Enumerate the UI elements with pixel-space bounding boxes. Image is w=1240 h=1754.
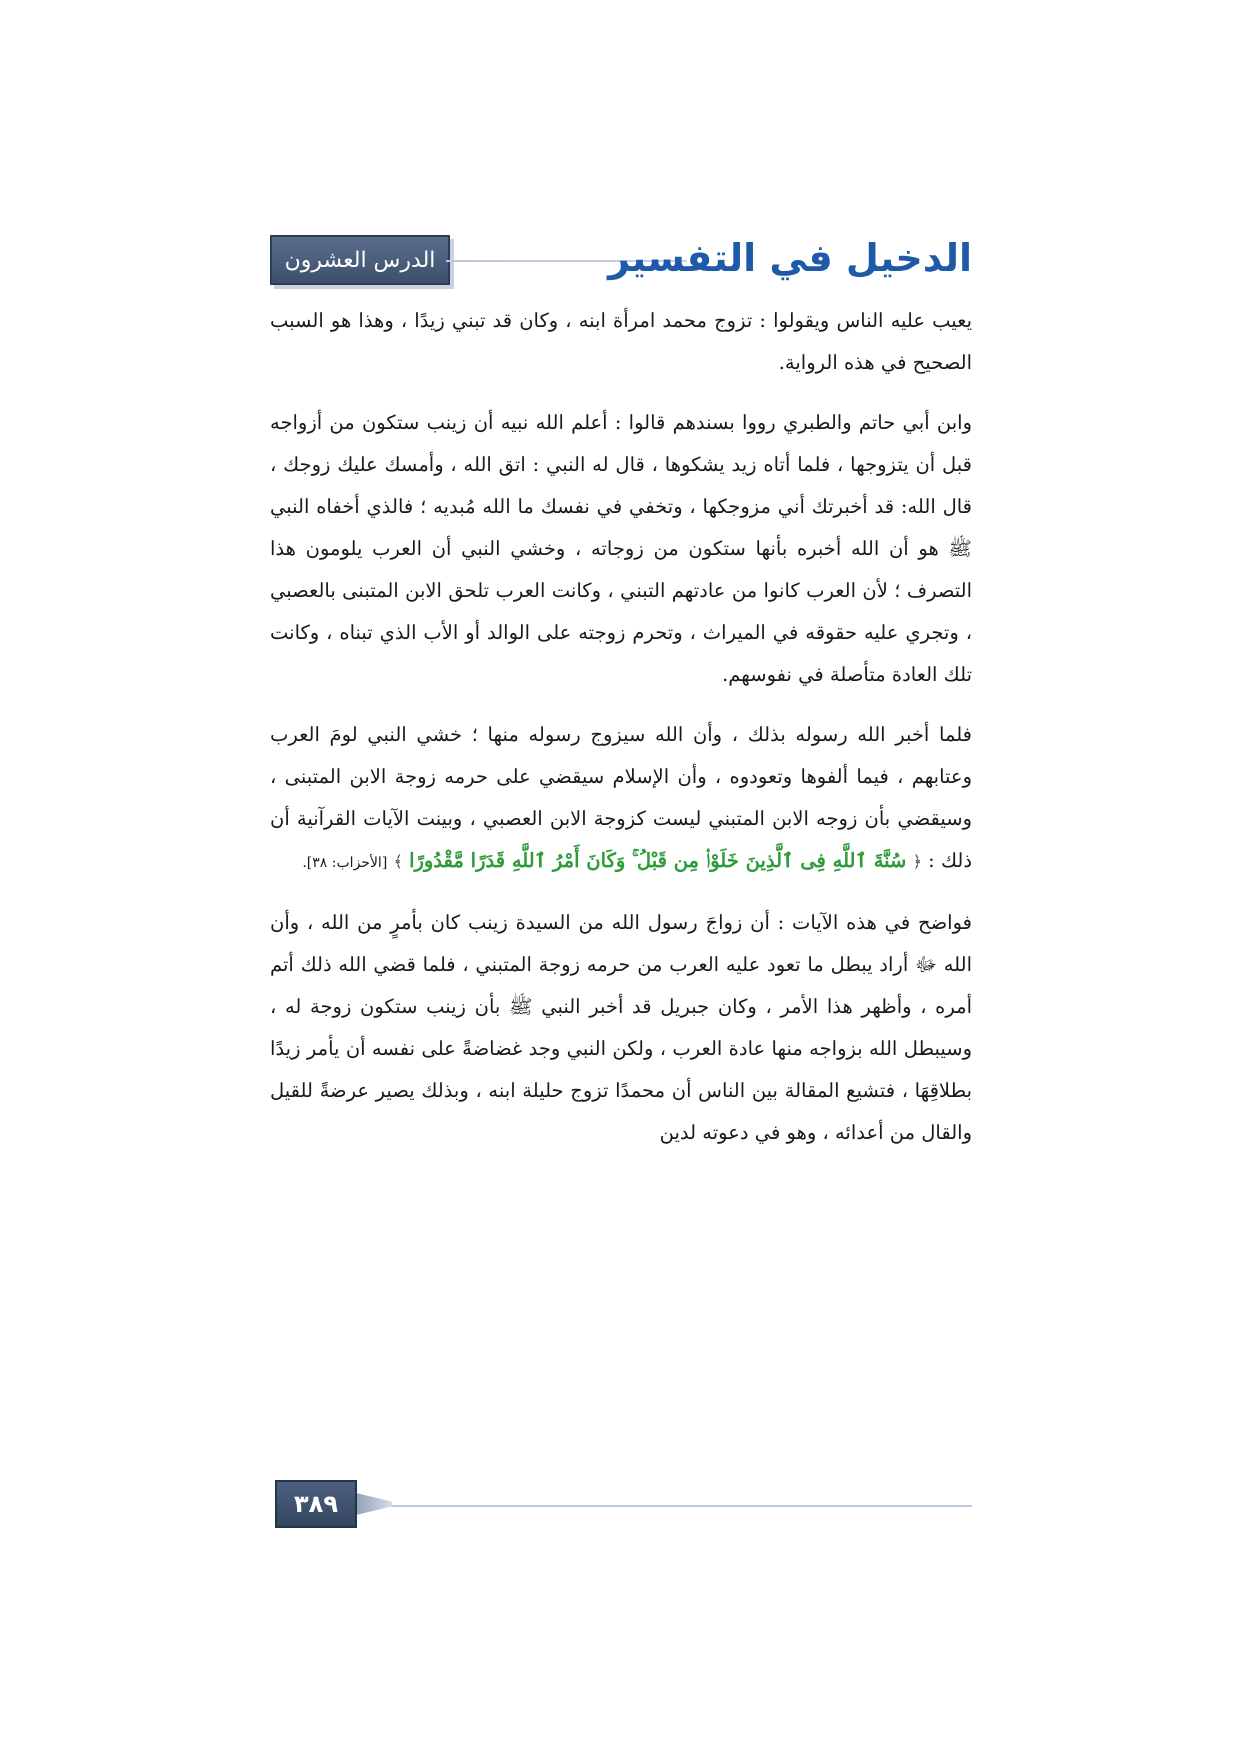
footer-ornament bbox=[352, 1492, 392, 1516]
verse-reference: [الأحزاب: ٣٨]. bbox=[302, 855, 388, 871]
paragraph-1: يعيب عليه الناس ويقولوا : تزوج محمد امرأة ابنه ، وكان قد تبني زيدًا ، وهذا هو السبب الصحيح في هذه الرواية. bbox=[270, 309, 972, 374]
paragraph-4: فواضح في هذه الآيات : أن زواجَ رسول الله من السيدة زينب كان بأمرٍ من الله ، وأن الله ﷻ أراد يبطل ما تعود عليه العرب من حرمه زوجة المتبني ، فلما قضي الله ذلك أتم أمره ، وأظهر هذا الأمر ، وكان جبريل قد أخبر النبي ﷺ بأن زينب ستكون زوجة له ، وسيبطل الله بزواجه منها عادة العرب ، ولكن النبي وجد غضاضةً على نفسه أن يأمر زيدًا بطلاقِهَا ، فتشيع المقالة بين الناس أن محمدًا تزوج حليلة ابنه ، وبذلك يصير عرضةً للقيل والقال من أعدائه ، وهو في دعوته لدين bbox=[270, 911, 972, 1144]
book-title: الدخيل في التفسير bbox=[608, 236, 972, 280]
lesson-label: الدرس العشرون bbox=[284, 247, 436, 273]
body-text bbox=[270, 300, 972, 1172]
page-footer bbox=[270, 1480, 972, 1530]
quran-verse: سُنَّةَ ٱللَّهِ فِى ٱلَّذِينَ خَلَوْا۟ مِن قَبْلُ ۚ وَكَانَ أَمْرُ ٱللَّهِ قَدَرًا مَّقْدُورًا bbox=[409, 849, 907, 872]
paragraph-2: وابن أبي حاتم والطبري رووا بسندهم قالوا : أعلم الله نبيه أن زينب ستكون من أزواجه قبل أن يتزوجها ، فلما أتاه زيد يشكوها ، قال له النبي : اتق الله ، وأمسك عليك زوجك ، قال الله: قد أخبرتك أني مزوجكها ، وتخفي في نفسك ما الله مُبديه ؛ فالذي أخفاه النبي ﷺ هو أن الله أخبره بأنها ستكون من زوجاته ، وخشي النبي أن العرب يلومون هذا التصرف ؛ لأن العرب كانوا من عادتهم التبني ، وكانت العرب تلحق الابن المتبنى بالعصبي ، وتجري عليه حقوقه في الميراث ، وتحرم زوجته على الوالد أو الأب الذي تبناه ، وكانت تلك العادة متأصلة في نفوسهم. bbox=[270, 411, 972, 686]
quran-bracket-open: ﴿ bbox=[912, 852, 922, 871]
paragraph-3-text: فلما أخبر الله رسوله بذلك ، وأن الله سيزوج رسوله منها ؛ خشي النبي لومَ العرب وعتابهم ، فيما ألفوها وتعودوه ، وأن الإسلام سيقضي على حرمه زوجة الابن المتبنى ، وسيقضي بأن زوجه الابن المتبني ليست كزوجة الابن العصبي ، وبينت الآيات القرآنية أن ذلك : bbox=[270, 723, 972, 872]
footer-divider bbox=[360, 1505, 972, 1507]
page-header bbox=[270, 230, 972, 290]
paragraph-3 bbox=[270, 714, 972, 884]
page-number: ٣٨٩ bbox=[275, 1480, 357, 1528]
quran-bracket-close: ﴾ bbox=[393, 852, 403, 871]
lesson-label-box bbox=[270, 235, 450, 285]
